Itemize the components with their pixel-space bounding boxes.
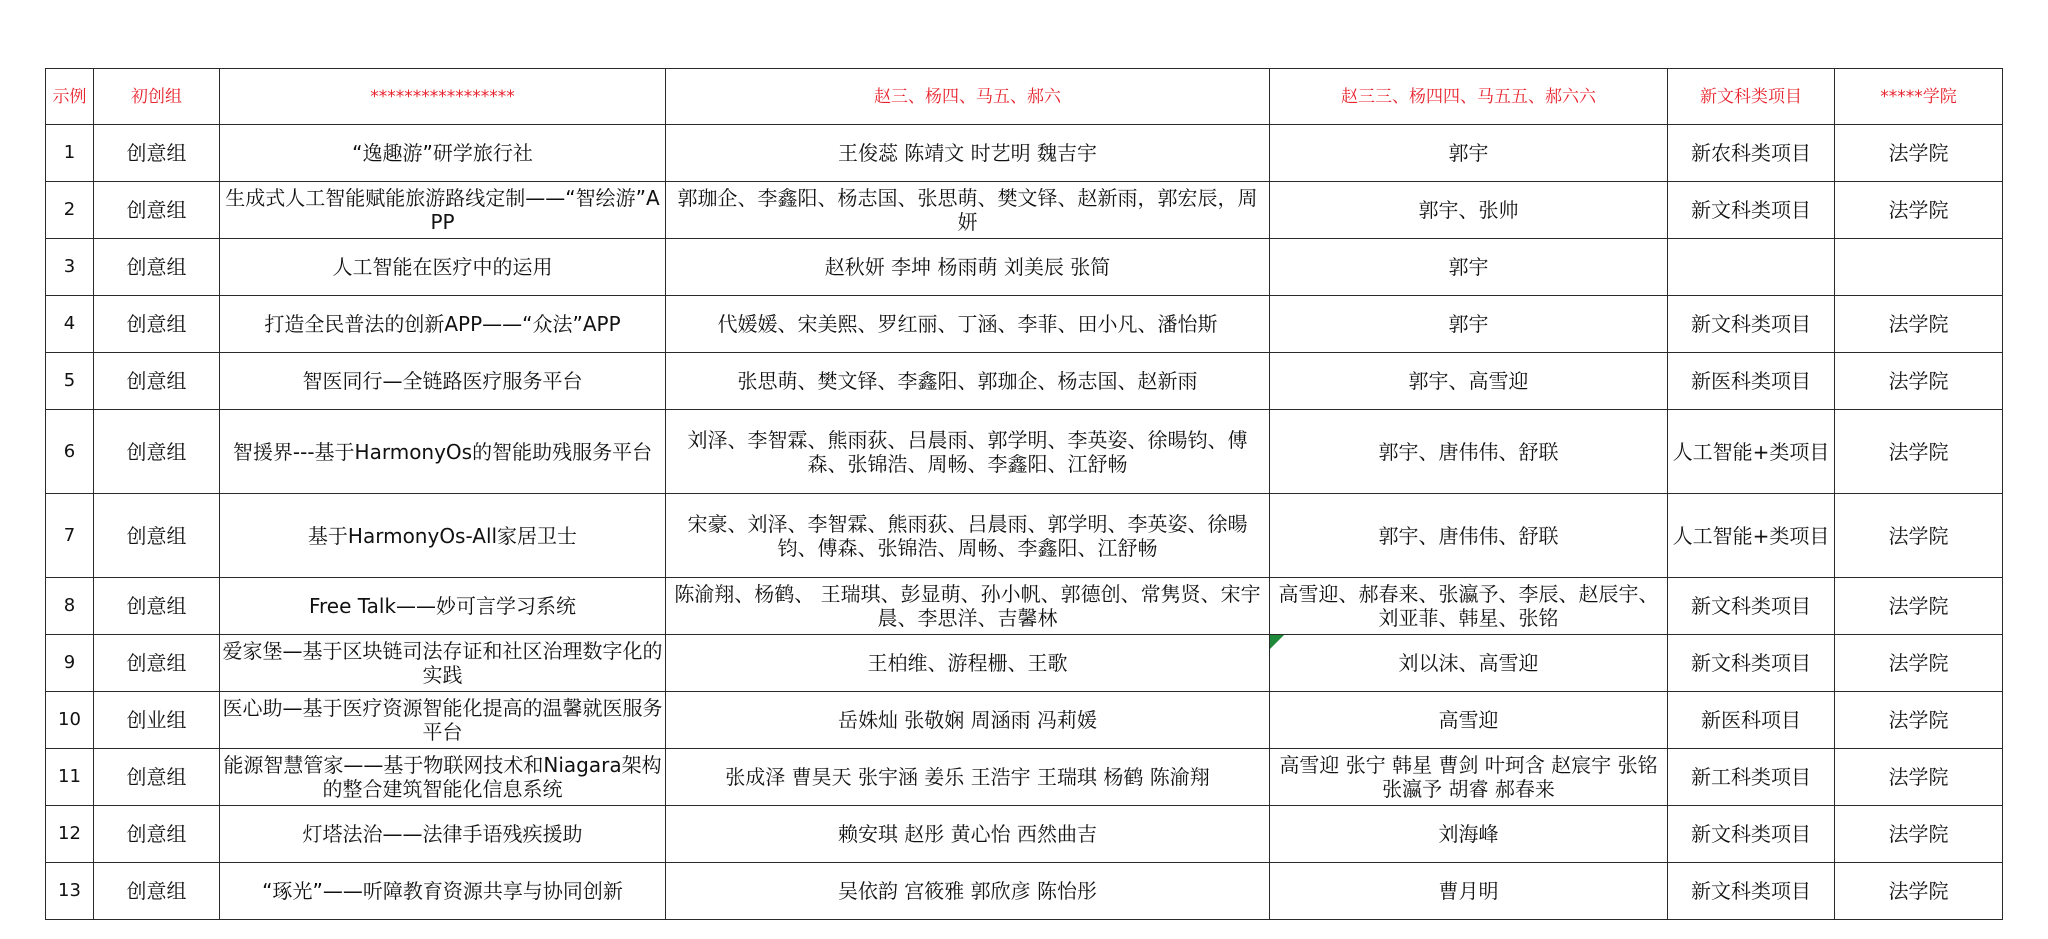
group-cell[interactable]: 创意组 — [94, 239, 220, 296]
advisors-cell[interactable]: 刘海峰 — [1270, 806, 1668, 863]
project-name-cell[interactable]: 能源智慧管家——基于物联网技术和Niagara架构的整合建筑智能化信息系统 — [220, 749, 666, 806]
table-row — [46, 494, 2003, 578]
row-number-cell[interactable]: 5 — [46, 353, 94, 410]
project-name-cell[interactable]: 基于HarmonyOs-All家居卫士 — [220, 494, 666, 578]
project-name-cell[interactable]: 生成式人工智能赋能旅游路线定制——“智绘游”APP — [220, 182, 666, 239]
category-cell[interactable]: 人工智能+类项目 — [1668, 410, 1835, 494]
advisors-cell[interactable]: 曹月明 — [1270, 863, 1668, 920]
advisors-cell[interactable]: 郭宇 — [1270, 125, 1668, 182]
header-cell[interactable]: 赵三三、杨四四、马五五、郝六六 — [1270, 69, 1668, 125]
college-cell[interactable]: 法学院 — [1835, 494, 2003, 578]
row-number-cell[interactable]: 6 — [46, 410, 94, 494]
project-name-cell[interactable]: 人工智能在医疗中的运用 — [220, 239, 666, 296]
table-row — [46, 749, 2003, 806]
category-cell[interactable]: 新文科类项目 — [1668, 863, 1835, 920]
row-number-cell[interactable]: 3 — [46, 239, 94, 296]
row-number-cell[interactable]: 9 — [46, 635, 94, 692]
header-cell[interactable]: 初创组 — [94, 69, 220, 125]
group-cell[interactable]: 创意组 — [94, 494, 220, 578]
table-row — [46, 410, 2003, 494]
row-number-cell[interactable]: 8 — [46, 578, 94, 635]
group-cell[interactable]: 创意组 — [94, 635, 220, 692]
group-cell[interactable]: 创意组 — [94, 353, 220, 410]
project-name-cell[interactable]: 智医同行—全链路医疗服务平台 — [220, 353, 666, 410]
table-row — [46, 182, 2003, 239]
advisors-cell[interactable]: 郭宇 — [1270, 239, 1668, 296]
project-name-cell[interactable]: 爱家堡—基于区块链司法存证和社区治理数字化的实践 — [220, 635, 666, 692]
category-cell[interactable]: 新工科类项目 — [1668, 749, 1835, 806]
row-number-cell[interactable]: 13 — [46, 863, 94, 920]
members-cell[interactable]: 宋豪、刘泽、李智霖、熊雨荻、吕晨雨、郭学明、李英姿、徐暘钧、傅森、张锦浩、周畅、李鑫阳、江舒畅 — [666, 494, 1270, 578]
college-cell[interactable]: 法学院 — [1835, 353, 2003, 410]
members-cell[interactable]: 刘泽、李智霖、熊雨荻、吕晨雨、郭学明、李英姿、徐暘钧、傅森、张锦浩、周畅、李鑫阳、江舒畅 — [666, 410, 1270, 494]
row-number-cell[interactable]: 11 — [46, 749, 94, 806]
category-cell[interactable]: 新文科类项目 — [1668, 635, 1835, 692]
header-cell[interactable]: 赵三、杨四、马五、郝六 — [666, 69, 1270, 125]
college-cell[interactable]: 法学院 — [1835, 749, 2003, 806]
category-cell[interactable]: 人工智能+类项目 — [1668, 494, 1835, 578]
category-cell[interactable]: 新医科类项目 — [1668, 353, 1835, 410]
college-cell[interactable]: 法学院 — [1835, 863, 2003, 920]
spreadsheet — [45, 68, 2002, 920]
advisors-cell[interactable]: 郭宇、高雪迎 — [1270, 353, 1668, 410]
table-row — [46, 806, 2003, 863]
college-cell[interactable]: 法学院 — [1835, 578, 2003, 635]
row-number-cell[interactable]: 12 — [46, 806, 94, 863]
group-cell[interactable]: 创意组 — [94, 749, 220, 806]
row-number-cell[interactable]: 7 — [46, 494, 94, 578]
members-cell[interactable]: 赖安琪 赵彤 黄心怡 西然曲吉 — [666, 806, 1270, 863]
row-number-cell[interactable]: 1 — [46, 125, 94, 182]
project-name-cell[interactable]: Free Talk——妙可言学习系统 — [220, 578, 666, 635]
table-row — [46, 863, 2003, 920]
comment-indicator-icon — [1270, 635, 1284, 649]
category-cell[interactable]: 新文科类项目 — [1668, 578, 1835, 635]
table-row — [46, 239, 2003, 296]
college-cell[interactable] — [1835, 239, 2003, 296]
table-row — [46, 692, 2003, 749]
members-cell[interactable]: 陈渝翔、杨鹤、 王瑞琪、彭显萌、孙小帆、郭德创、常隽贤、宋宇晨、李思洋、吉馨林 — [666, 578, 1270, 635]
group-cell[interactable]: 创意组 — [94, 806, 220, 863]
advisors-cell[interactable]: 郭宇、张帅 — [1270, 182, 1668, 239]
category-cell[interactable]: 新文科类项目 — [1668, 296, 1835, 353]
category-cell[interactable]: 新文科类项目 — [1668, 806, 1835, 863]
group-cell[interactable]: 创意组 — [94, 182, 220, 239]
advisors-cell[interactable]: 高雪迎、郝春来、张瀛予、李辰、赵辰宇、刘亚菲、韩星、张铭 — [1270, 578, 1668, 635]
table-row — [46, 635, 2003, 692]
project-table — [45, 68, 2003, 920]
group-cell[interactable]: 创意组 — [94, 125, 220, 182]
group-cell[interactable]: 创意组 — [94, 296, 220, 353]
table-row — [46, 578, 2003, 635]
college-cell[interactable]: 法学院 — [1835, 635, 2003, 692]
row-number-cell[interactable]: 2 — [46, 182, 94, 239]
members-cell[interactable]: 张思萌、樊文铎、李鑫阳、郭珈企、杨志国、赵新雨 — [666, 353, 1270, 410]
college-cell[interactable]: 法学院 — [1835, 410, 2003, 494]
row-number-cell[interactable]: 10 — [46, 692, 94, 749]
header-cell[interactable]: 新文科类项目 — [1668, 69, 1835, 125]
advisors-cell[interactable]: 郭宇、唐伟伟、舒联 — [1270, 410, 1668, 494]
project-name-cell[interactable]: 打造全民普法的创新APP——“众法”APP — [220, 296, 666, 353]
members-cell[interactable]: 吴依韵 宫筱雅 郭欣彦 陈怡彤 — [666, 863, 1270, 920]
group-cell[interactable]: 创意组 — [94, 578, 220, 635]
group-cell[interactable]: 创意组 — [94, 410, 220, 494]
advisors-cell[interactable]: 高雪迎 — [1270, 692, 1668, 749]
header-cell[interactable]: ***************** — [220, 69, 666, 125]
members-cell[interactable]: 张成泽 曹昊天 张宇涵 姜乐 王浩宇 王瑞琪 杨鹤 陈渝翔 — [666, 749, 1270, 806]
members-cell[interactable]: 郭珈企、李鑫阳、杨志国、张思萌、樊文铎、赵新雨，郭宏辰，周妍 — [666, 182, 1270, 239]
row-number-cell[interactable]: 4 — [46, 296, 94, 353]
group-cell[interactable]: 创业组 — [94, 692, 220, 749]
header-cell[interactable]: *****学院 — [1835, 69, 2003, 125]
category-cell[interactable]: 新文科类项目 — [1668, 182, 1835, 239]
advisors-cell[interactable]: 刘以沫、高雪迎 — [1270, 635, 1668, 692]
group-cell[interactable]: 创意组 — [94, 863, 220, 920]
members-cell[interactable]: 王柏维、游程栅、王歌 — [666, 635, 1270, 692]
header-cell[interactable]: 示例 — [46, 69, 94, 125]
college-cell[interactable]: 法学院 — [1835, 692, 2003, 749]
category-cell[interactable] — [1668, 239, 1835, 296]
table-row — [46, 353, 2003, 410]
table-row — [46, 125, 2003, 182]
members-cell[interactable]: 代媛媛、宋美熙、罗红丽、丁涵、李菲、田小凡、潘怡斯 — [666, 296, 1270, 353]
table-row — [46, 296, 2003, 353]
college-cell[interactable]: 法学院 — [1835, 125, 2003, 182]
advisors-cell[interactable]: 郭宇、唐伟伟、舒联 — [1270, 494, 1668, 578]
header-row — [46, 69, 2003, 125]
project-name-cell[interactable]: 灯塔法治——法律手语残疾援助 — [220, 806, 666, 863]
project-name-cell[interactable]: 智援界---基于HarmonyOs的智能助残服务平台 — [220, 410, 666, 494]
college-cell[interactable]: 法学院 — [1835, 806, 2003, 863]
advisors-cell[interactable]: 郭宇 — [1270, 296, 1668, 353]
advisors-cell[interactable]: 高雪迎 张宁 韩星 曹剑 叶珂含 赵宸宇 张铭 张瀛予 胡睿 郝春来 — [1270, 749, 1668, 806]
project-name-cell[interactable]: 医心助—基于医疗资源智能化提高的温馨就医服务平台 — [220, 692, 666, 749]
members-cell[interactable]: 王俊蕊 陈靖文 时艺明 魏吉宇 — [666, 125, 1270, 182]
college-cell[interactable]: 法学院 — [1835, 296, 2003, 353]
college-cell[interactable]: 法学院 — [1835, 182, 2003, 239]
project-name-cell[interactable]: “逸趣游”研学旅行社 — [220, 125, 666, 182]
category-cell[interactable]: 新医科项目 — [1668, 692, 1835, 749]
members-cell[interactable]: 岳姝灿 张敬娴 周涵雨 冯莉媛 — [666, 692, 1270, 749]
members-cell[interactable]: 赵秋妍 李坤 杨雨萌 刘美辰 张简 — [666, 239, 1270, 296]
category-cell[interactable]: 新农科类项目 — [1668, 125, 1835, 182]
project-name-cell[interactable]: “琢光”——听障教育资源共享与协同创新 — [220, 863, 666, 920]
